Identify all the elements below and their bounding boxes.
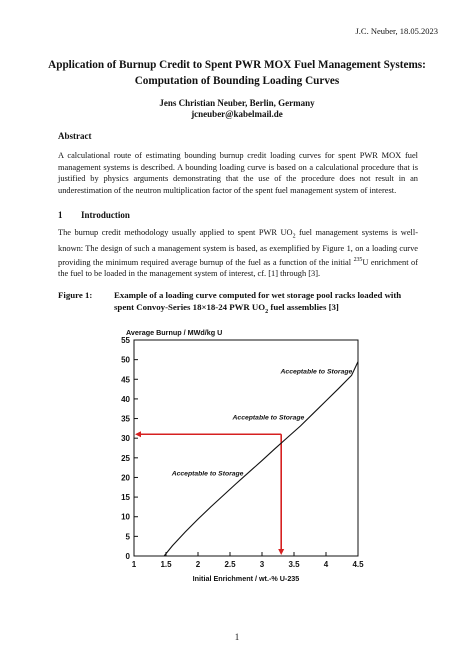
author-name: Jens Christian Neuber, Berlin, Germany bbox=[159, 98, 315, 108]
figure-caption-text bbox=[114, 289, 420, 318]
abstract-text: A calculational route of estimating bounding burnup credit loading curves for spent PWR MOX fuel management systems is described. A bounding loading curve is based on a calculational procedure that is justified by physics arguments demonstrating that the use of the procedure does not result in an underestimation of the neutron multiplication factor of the spent fuel management system of interest. bbox=[58, 151, 418, 195]
author-block bbox=[40, 98, 434, 120]
x-tick-label: 1 bbox=[131, 560, 137, 569]
y-tick-label: 15 bbox=[121, 493, 130, 503]
y-tick-label: 20 bbox=[121, 473, 130, 483]
x-ticks bbox=[132, 552, 364, 569]
caption-text-1: Example of a loading curve computed for wet storage pool racks loaded with spent Convoy-Series 18×18-24 PWR UO bbox=[114, 290, 402, 312]
x-tick-label: 3.5 bbox=[288, 560, 300, 569]
x-axis-label: Initial Enrichment / wt.-% U-235 bbox=[192, 574, 300, 583]
y-tick-label: 30 bbox=[121, 434, 130, 444]
x-tick-label: 2.5 bbox=[224, 560, 236, 569]
annotation-acceptable-to-storage: Acceptable to Storage bbox=[280, 368, 353, 376]
reference-arrow-down bbox=[278, 549, 284, 555]
reference-arrow-left bbox=[135, 431, 141, 437]
caption-sub: 2 bbox=[265, 308, 269, 315]
figure-label: Figure 1: bbox=[58, 290, 93, 300]
intro-sub: 2 bbox=[292, 233, 296, 240]
loading-curve-line bbox=[164, 362, 358, 556]
intro-text-1: The burnup credit methodology usually applied to spent PWR UO bbox=[58, 228, 293, 237]
x-tick-label: 4.5 bbox=[352, 560, 364, 569]
title-line-2: Computation of Bounding Loading Curves bbox=[134, 75, 340, 87]
x-tick-label: 2 bbox=[195, 560, 201, 569]
page-number: 1 bbox=[234, 632, 240, 642]
y-tick-label: 10 bbox=[121, 512, 130, 522]
intro-heading-number: 1 bbox=[58, 210, 63, 220]
x-tick-label: 4 bbox=[323, 560, 329, 569]
header-author-date: J.C. Neuber, 18.05.2023 bbox=[355, 26, 438, 36]
abstract-heading: Abstract bbox=[58, 131, 92, 141]
intro-text-3: U enrichment of the fuel to be loaded in the management system of interest, cf. [1] through [3]. bbox=[58, 257, 418, 279]
loading-curve-chart bbox=[108, 322, 373, 594]
y-tick-label: 50 bbox=[121, 355, 130, 365]
x-tick-label: 1.5 bbox=[160, 560, 172, 569]
series-group bbox=[164, 362, 358, 556]
x-tick-label: 3 bbox=[259, 560, 265, 569]
intro-heading-text: Introduction bbox=[81, 210, 130, 220]
reference-lines bbox=[135, 431, 284, 555]
y-ticks bbox=[121, 336, 138, 561]
y-tick-label: 40 bbox=[121, 394, 130, 404]
author-email: jcneuber@kabelmail.de bbox=[191, 109, 283, 119]
y-tick-label: 35 bbox=[121, 414, 130, 424]
title-line-1: Application of Burnup Credit to Spent PWR MOX Fuel Management Systems: bbox=[48, 59, 426, 71]
annotation-acceptable-to-storage: Acceptable to Storage bbox=[171, 470, 244, 478]
intro-text-2: fuel management systems is well-known: The design of such a management system is based, as exemplified by Figure 1, on a loading curve providing the minimum required average burnup of the fuel as a function of the initial bbox=[58, 228, 418, 267]
y-axis-label: Average Burnup / MWd/kg U bbox=[126, 328, 223, 337]
caption-text-2: fuel assemblies [3] bbox=[268, 302, 339, 312]
y-tick-label: 55 bbox=[121, 336, 130, 345]
paper-title bbox=[40, 57, 434, 89]
intro-sup: 235 bbox=[353, 256, 363, 263]
intro-paragraph bbox=[58, 227, 418, 280]
intro-heading bbox=[58, 210, 130, 220]
y-tick-label: 0 bbox=[125, 552, 130, 561]
y-tick-label: 25 bbox=[121, 453, 130, 463]
y-tick-label: 5 bbox=[125, 532, 130, 542]
y-tick-label: 45 bbox=[121, 375, 130, 385]
annotation-acceptable-to-storage: Acceptable to Storage bbox=[232, 414, 305, 422]
figure-chart bbox=[108, 322, 373, 594]
